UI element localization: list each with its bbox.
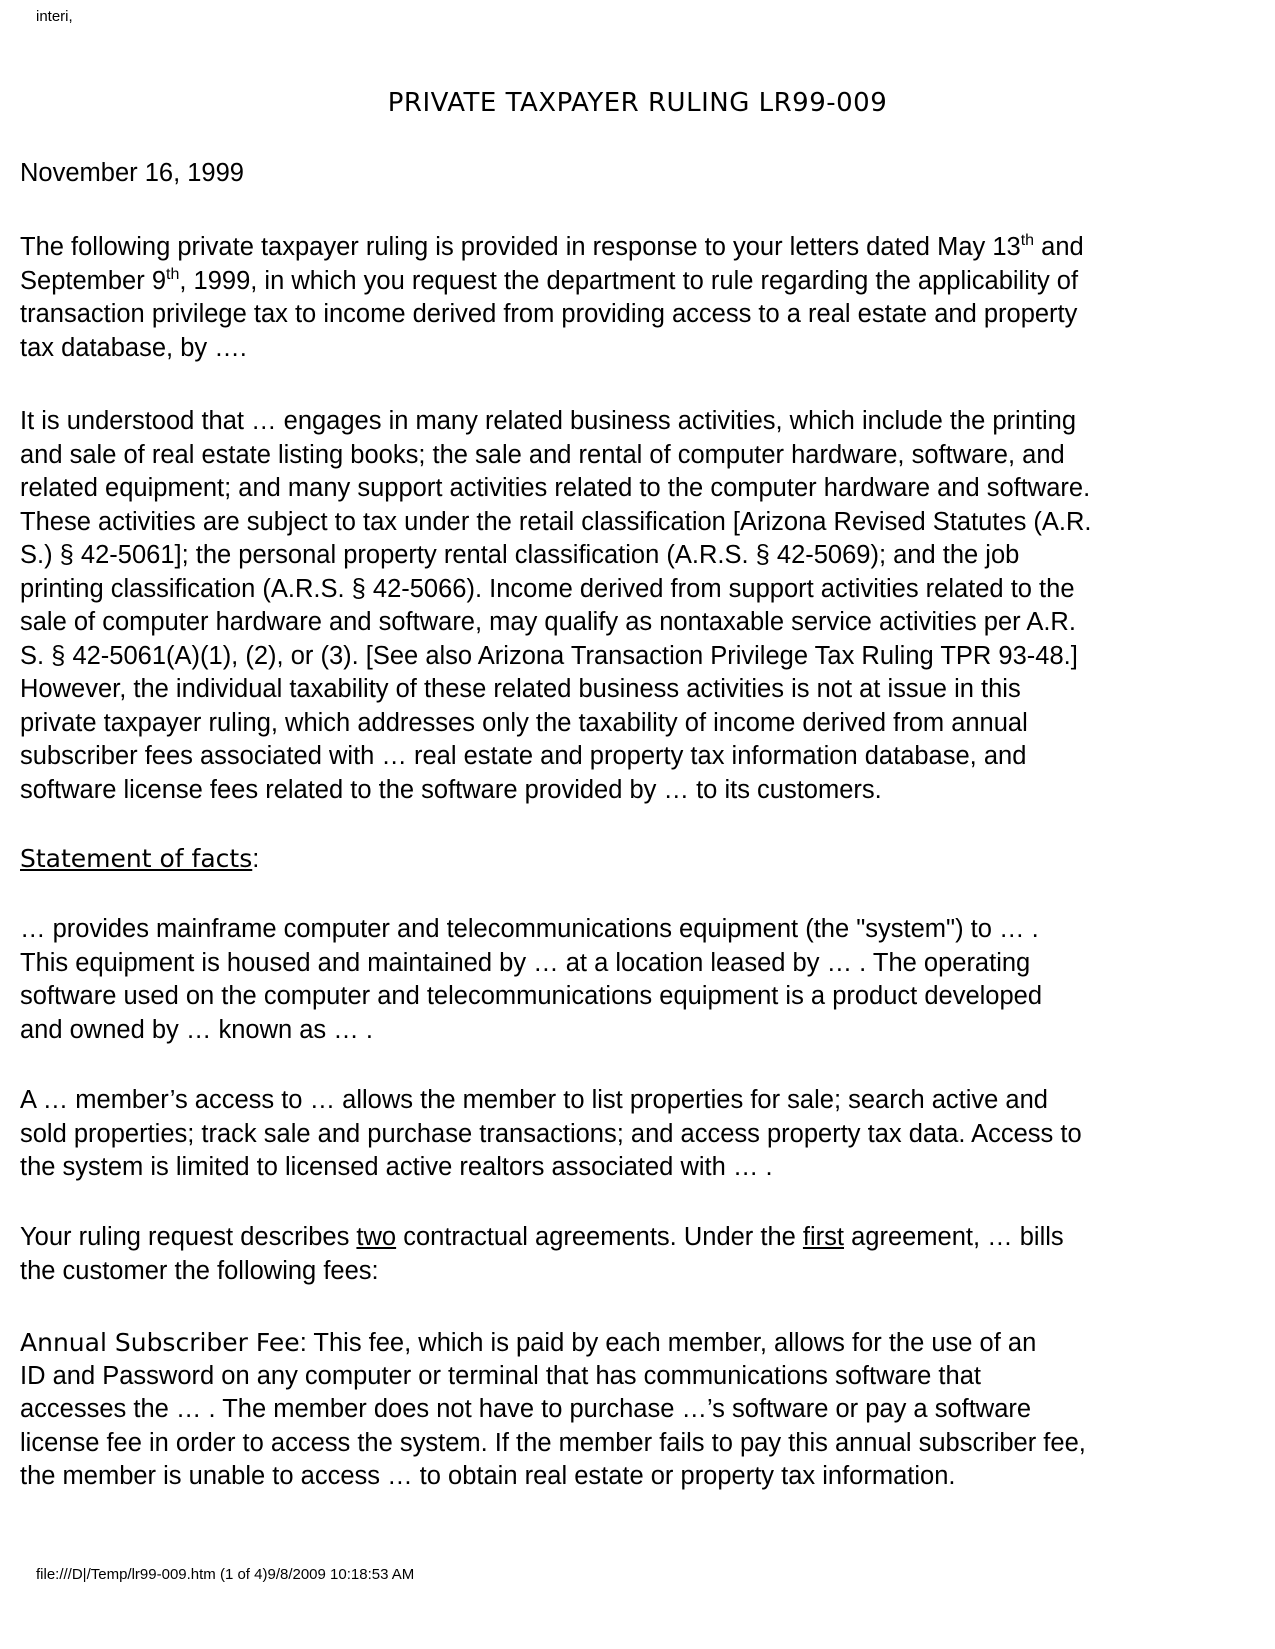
text-line: S.) § 42-5061]; the personal property rental classification (A.R.S. § 42-5069); and the job bbox=[20, 541, 1020, 569]
text-line: sale of computer hardware and software, may qualify as nontaxable service activities per A.R. bbox=[20, 608, 1076, 636]
text-line: sold properties; track sale and purchase transactions; and access property tax data. Access to bbox=[20, 1119, 1082, 1148]
text-line: transaction privilege tax to income derived from providing access to a real estate and property bbox=[20, 300, 1078, 328]
text: The following private taxpayer ruling is provided in response to your letters dated May 13 bbox=[20, 233, 1021, 261]
paragraph-agreements bbox=[20, 1221, 1064, 1288]
text-line: ID and Password on any computer or terminal that has communications software that bbox=[20, 1361, 981, 1390]
text-line: the member is unable to access … to obtain real estate or property tax information. bbox=[20, 1462, 956, 1490]
text: contractual agreements. Under the bbox=[396, 1223, 803, 1251]
text-line: However, the individual taxability of these related business activities is not at issue in this bbox=[20, 675, 1021, 703]
paragraph-annual-fee bbox=[20, 1326, 1086, 1494]
text-line: related equipment; and many support activities related to the computer hardware and software. bbox=[20, 474, 1091, 502]
text: September 9 bbox=[20, 266, 167, 295]
underlined-text: first bbox=[802, 1223, 844, 1251]
text: , 1999, in which you request the department to rule regarding the applicability of bbox=[179, 266, 1079, 295]
text-line: and sale of real estate listing books; the sale and rental of computer hardware, software, and bbox=[20, 440, 1065, 469]
heading-text: Statement of facts bbox=[20, 844, 253, 873]
text-line: It is understood that … engages in many related business activities, which include the printing bbox=[20, 407, 1077, 435]
text: agreement, … bills bbox=[844, 1223, 1064, 1251]
underlined-text: two bbox=[356, 1223, 397, 1251]
text-line: and owned by … known as … . bbox=[20, 1015, 373, 1044]
page-footer: file:///D|/Temp/lr99-009.htm (1 of 4)9/8/2009 10:18:53 AM bbox=[36, 1566, 415, 1583]
superscript: th bbox=[1020, 232, 1035, 249]
paragraph-background bbox=[20, 405, 1092, 807]
superscript: th bbox=[166, 265, 180, 283]
text-line: tax database, by …. bbox=[20, 333, 247, 362]
paragraph-member-access bbox=[20, 1084, 1082, 1185]
text-line: S. § 42-5061(A)(1), (2), or (3). [See also Arizona Transaction Privilege Tax Ruling TPR 93-48.] bbox=[20, 641, 1078, 670]
text: and bbox=[1034, 233, 1084, 261]
section-heading bbox=[20, 842, 259, 876]
text-line: software used on the computer and telecommunications equipment is a product developed bbox=[20, 982, 1043, 1010]
text-line: the customer the following fees: bbox=[20, 1256, 379, 1285]
text-line: A … member’s access to … allows the member to list properties for sale; search active and bbox=[20, 1086, 1048, 1114]
paragraph-facts-system bbox=[20, 913, 1042, 1047]
text-line: subscriber fees associated with … real estate and property tax information database, and bbox=[20, 742, 1027, 770]
heading-colon: : bbox=[252, 845, 260, 873]
text-line: These activities are subject to tax under the retail classification [Arizona Revised Statutes (A.R. bbox=[20, 507, 1092, 536]
text-line: private taxpayer ruling, which addresses only the taxability of income derived from annual bbox=[20, 708, 1028, 737]
text: : This fee, which is paid by each member, allows for the use of an bbox=[299, 1329, 1037, 1357]
header-fragment: interi, bbox=[36, 8, 73, 25]
text: Your ruling request describes bbox=[20, 1223, 357, 1251]
text-line: the system is limited to licensed active realtors associated with … . bbox=[20, 1153, 773, 1181]
text-line: This equipment is housed and maintained by … at a location leased by … . The operating bbox=[20, 948, 1031, 977]
text-line: … provides mainframe computer and telecommunications equipment (the "system") to … . bbox=[20, 915, 1039, 943]
date: November 16, 1999 bbox=[20, 159, 244, 187]
text-line: printing classification (A.R.S. § 42-5066). Income derived from support activities related to the bbox=[20, 574, 1075, 603]
text-line: software license fees related to the software provided by … to its customers. bbox=[20, 775, 882, 804]
paragraph-intro bbox=[20, 231, 1084, 365]
text-line: accesses the … . The member does not have to purchase …’s software or pay a software bbox=[20, 1395, 1032, 1423]
text-line: license fee in order to access the system. If the member fails to pay this annual subscriber fee, bbox=[20, 1428, 1086, 1457]
page-title: PRIVATE TAXPAYER RULING LR99-009 bbox=[387, 88, 888, 118]
term-label: Annual Subscriber Fee bbox=[20, 1328, 300, 1357]
